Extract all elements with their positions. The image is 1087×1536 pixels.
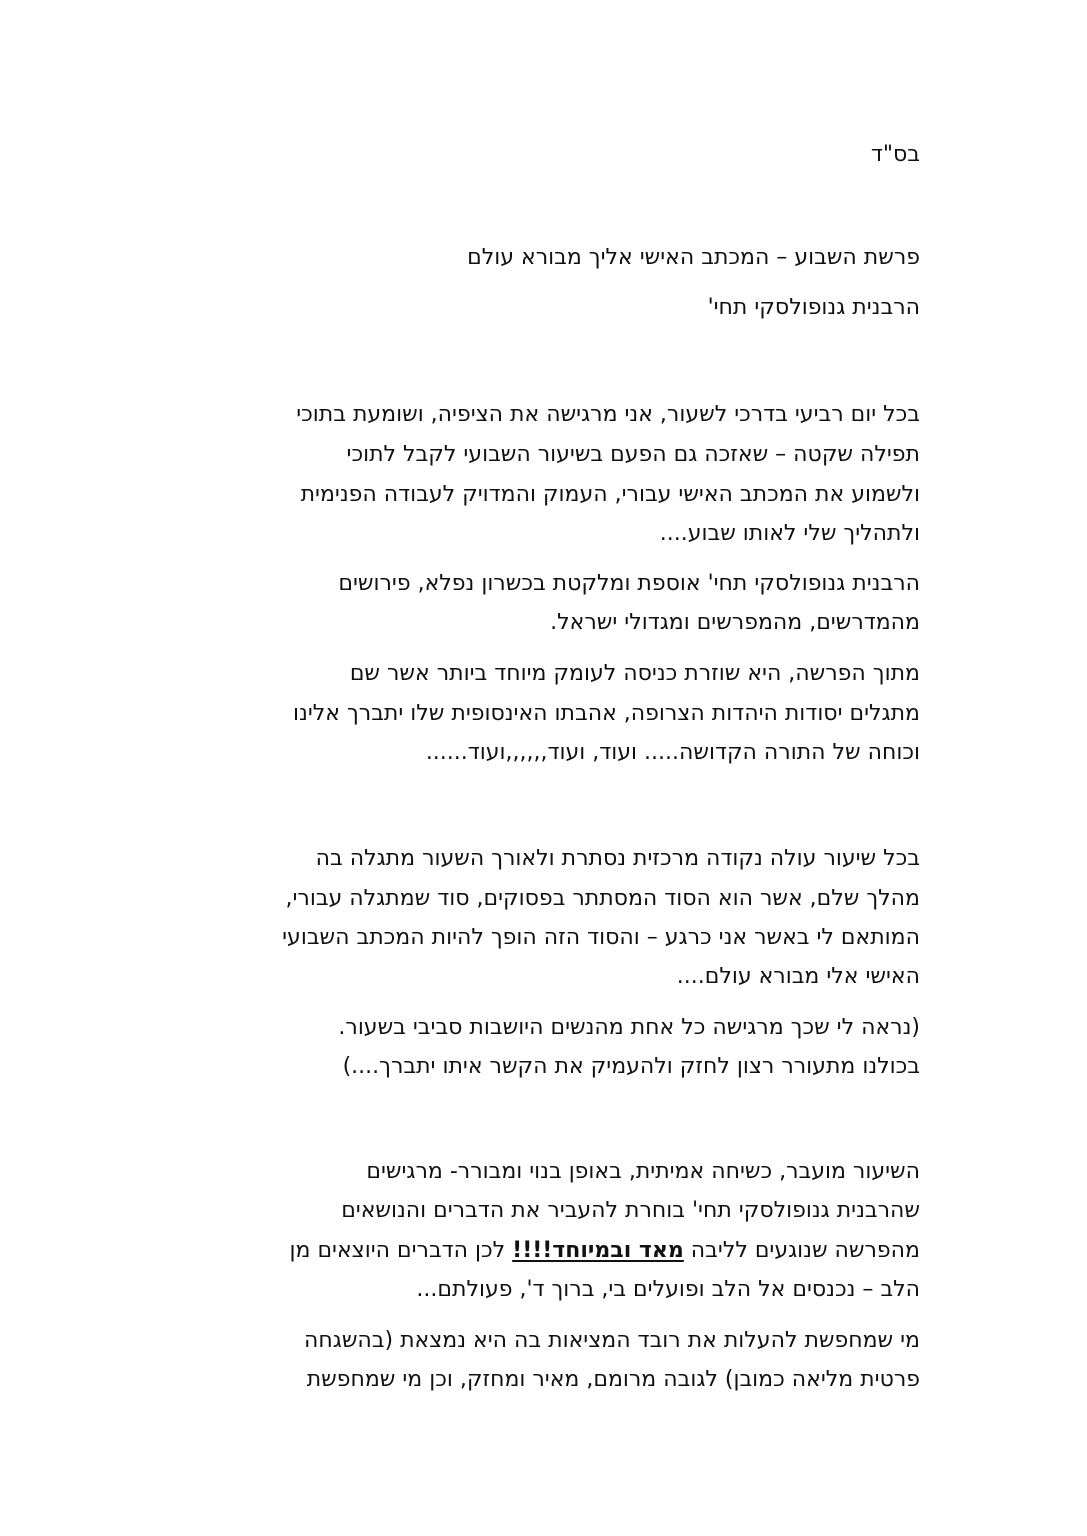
paragraph-line: מי שמחפשת להעלות את רובד המציאות בה היא נמצאת (בהשגחה — [304, 1328, 920, 1353]
paragraph-line: בכל שיעור עולה נקודה מרכזית נסתרת ולאורך השעור מתגלה בה — [315, 846, 920, 871]
header-bsd: בס"ד — [870, 142, 920, 167]
document-title: פרשת השבוע – המכתב האישי אליך מבורא עולם — [467, 245, 920, 270]
paragraph-line: בכולנו מתעורר רצון לחזק ולהעמיק את הקשר איתו יתברך....) — [342, 1054, 920, 1079]
text-segment: לכן הדברים היוצאים מן — [289, 1238, 513, 1263]
paragraph-line: תפילה שקטה – שאזכה גם הפעם בשיעור השבועי לקבל לתוכי — [346, 442, 920, 467]
paragraph-line: השיעור מועבר, כשיחה אמיתית, באופן בנוי ומבורר- מרגישים — [366, 1159, 920, 1184]
paragraph-line: בכל יום רביעי בדרכי לשעור, אני מרגישה את הציפיה, ושומעת בתוכי — [296, 402, 920, 427]
paragraph-line-with-emphasis — [290, 1236, 920, 1266]
paragraph-line: מהמדרשים, מהמפרשים ומגדולי ישראל. — [550, 610, 920, 635]
paragraph-line: (נראה לי שכך מרגישה כל אחת מהנשים היושבות סביבי בשעור. — [338, 1015, 920, 1040]
paragraph-line: הלב – נכנסים אל הלב ופועלים בי, ברוך ד', פעולתם... — [416, 1277, 920, 1302]
paragraph-line: שהרבנית גנופולסקי תחי' בוחרת להעביר את הדברים והנושאים — [341, 1198, 920, 1223]
paragraph-line: מתגלים יסודות היהדות הצרופה, אהבתו האינסופית שלו יתברך אלינו — [293, 701, 920, 726]
paragraph-line: פרטית מליאה כמובן) לגובה מרומם, מאיר ומחזק, וכן מי שמחפשת — [306, 1367, 920, 1392]
paragraph-line: ולשמוע את המכתב האישי עבורי, העמוק והמדויק לעבודה הפנימית — [300, 482, 920, 507]
paragraph-line: ולתהליך שלי לאותו שבוע.... — [659, 521, 920, 546]
paragraph-line: המותאם לי באשר אני כרגע – והסוד הזה הופך להיות המכתב השבועי — [282, 925, 920, 950]
paragraph-line: הרבנית גנופולסקי תחי' אוספת ומלקטת בכשרון נפלא, פירושים — [338, 571, 920, 596]
paragraph-line: וכוחה של התורה הקדושה..... ועוד, ועוד,,,,,,ועוד...... — [425, 740, 920, 765]
paragraph-line: האישי אלי מבורא עולם.... — [676, 964, 920, 989]
paragraph-line: מתוך הפרשה, היא שוזרת כניסה לעומק מיוחד ביותר אשר שם — [349, 661, 920, 686]
paragraph-line: מהלך שלם, אשר הוא הסוד המסתתר בפסוקים, סוד שמתגלה עבורי, — [285, 886, 920, 911]
text-segment: מהפרשה שנוגעים לליבה — [683, 1238, 920, 1263]
emphasized-text: מאד ובמיוחד!!!! — [512, 1238, 684, 1263]
document-author: הרבנית גנופולסקי תחי' — [707, 295, 920, 320]
